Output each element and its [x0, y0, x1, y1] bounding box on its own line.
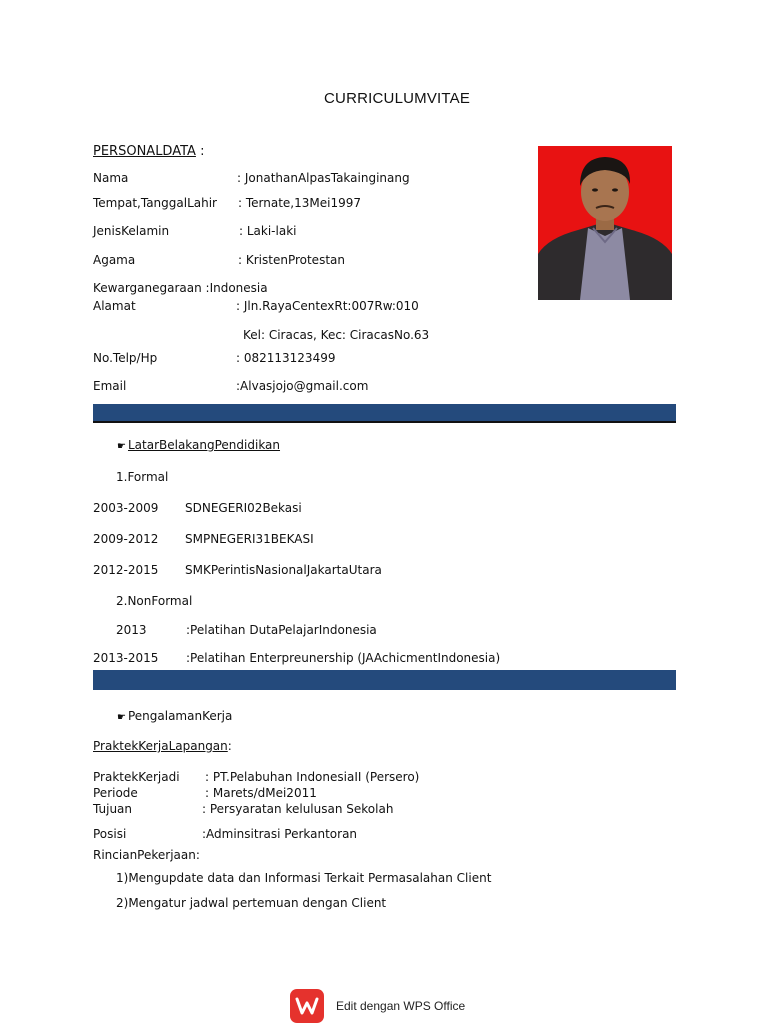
- value-telp: : 082113123499: [236, 351, 336, 365]
- page-title: CURRICULUMVITAE: [324, 90, 471, 107]
- education-school: SMPNEGERI31BEKASI: [185, 532, 314, 546]
- section-divider-bar: [93, 670, 676, 690]
- wps-office-logo-icon[interactable]: [290, 989, 324, 1023]
- wps-edit-link[interactable]: Edit dengan WPS Office: [336, 999, 466, 1013]
- education-heading: [117, 438, 280, 452]
- bullet-arrow-icon: ☛: [117, 441, 126, 452]
- label-telp: No.Telp/Hp: [93, 351, 158, 365]
- personal-data-heading-colon: :: [200, 144, 205, 159]
- internship-subheading-text: PraktekKerjaLapangan: [93, 739, 228, 753]
- training-course: :Pelatihan Enterpreunership (JAAchicmentIndonesia): [186, 651, 501, 665]
- value-nama: : JonathanAlpasTakainginang: [237, 171, 410, 185]
- label-agama: Agama: [93, 253, 136, 267]
- experience-heading-text: PengalamanKerja: [127, 709, 233, 723]
- value-jenis-kelamin: : Laki-laki: [239, 224, 297, 238]
- job-detail-item: 2)Mengatur jadwal pertemuan dengan Client: [116, 896, 387, 910]
- value-tujuan: : Persyaratan kelulusan Sekolah: [202, 802, 394, 816]
- portrait-illustration: [538, 146, 672, 300]
- label-periode: Periode: [93, 786, 138, 800]
- formal-label: 1.Formal: [116, 470, 169, 484]
- education-years: 2003-2009: [93, 501, 159, 515]
- label-posisi: Posisi: [93, 827, 127, 841]
- wps-footer[interactable]: [290, 988, 465, 1024]
- value-posisi: :Adminsitrasi Perkantoran: [202, 827, 358, 841]
- section-divider-line: [93, 421, 676, 423]
- personal-data-heading: [93, 144, 204, 159]
- training-years: 2013-2015: [93, 651, 159, 665]
- training-course: :Pelatihan DutaPelajarIndonesia: [186, 623, 377, 637]
- bullet-arrow-icon: ☛: [117, 712, 126, 723]
- profile-photo: [538, 146, 672, 300]
- label-alamat: Alamat: [93, 299, 136, 313]
- personal-data-heading-text: PERSONALDATA: [93, 144, 196, 159]
- education-school: SDNEGERI02Bekasi: [185, 501, 302, 515]
- job-detail-item: 1)Mengupdate data dan Informasi Terkait Permasalahan Client: [116, 871, 492, 885]
- value-alamat-line2: Kel: Ciracas, Kec: CiracasNo.63: [243, 328, 430, 342]
- internship-subheading: [93, 739, 232, 753]
- value-ttl: : Ternate,13Mei1997: [238, 196, 361, 210]
- label-nama: Nama: [93, 171, 129, 185]
- education-years: 2012-2015: [93, 563, 159, 577]
- section-divider-bar: [93, 404, 676, 421]
- label-praktek-kerja: PraktekKerjadi: [93, 770, 180, 784]
- internship-subheading-colon: :: [227, 739, 232, 753]
- label-email: Email: [93, 379, 127, 393]
- label-tujuan: Tujuan: [93, 802, 133, 816]
- education-school: SMKPerintisNasionalJakartaUtara: [185, 563, 382, 577]
- value-praktek-kerja: : PT.Pelabuhan IndonesiaII (Persero): [205, 770, 420, 784]
- label-ttl: Tempat,TanggalLahir: [93, 196, 217, 210]
- training-years: 2013: [116, 623, 147, 637]
- value-alamat: : Jln.RayaCentexRt:007Rw:010: [236, 299, 419, 313]
- value-periode: : Marets/dMei2011: [205, 786, 317, 800]
- experience-heading: [117, 709, 232, 723]
- nonformal-label: 2.NonFormal: [116, 594, 193, 608]
- label-jenis-kelamin: JenisKelamin: [93, 224, 170, 238]
- education-years: 2009-2012: [93, 532, 159, 546]
- value-agama: : KristenProtestan: [238, 253, 345, 267]
- wps-w-icon: [295, 995, 319, 1017]
- education-heading-text: LatarBelakangPendidikan: [127, 438, 281, 452]
- label-kewarganegaraan: Kewarganegaraan :Indonesia: [93, 281, 268, 295]
- job-details-label: RincianPekerjaan:: [93, 848, 200, 862]
- value-email: :Alvasjojo@gmail.com: [236, 379, 369, 393]
